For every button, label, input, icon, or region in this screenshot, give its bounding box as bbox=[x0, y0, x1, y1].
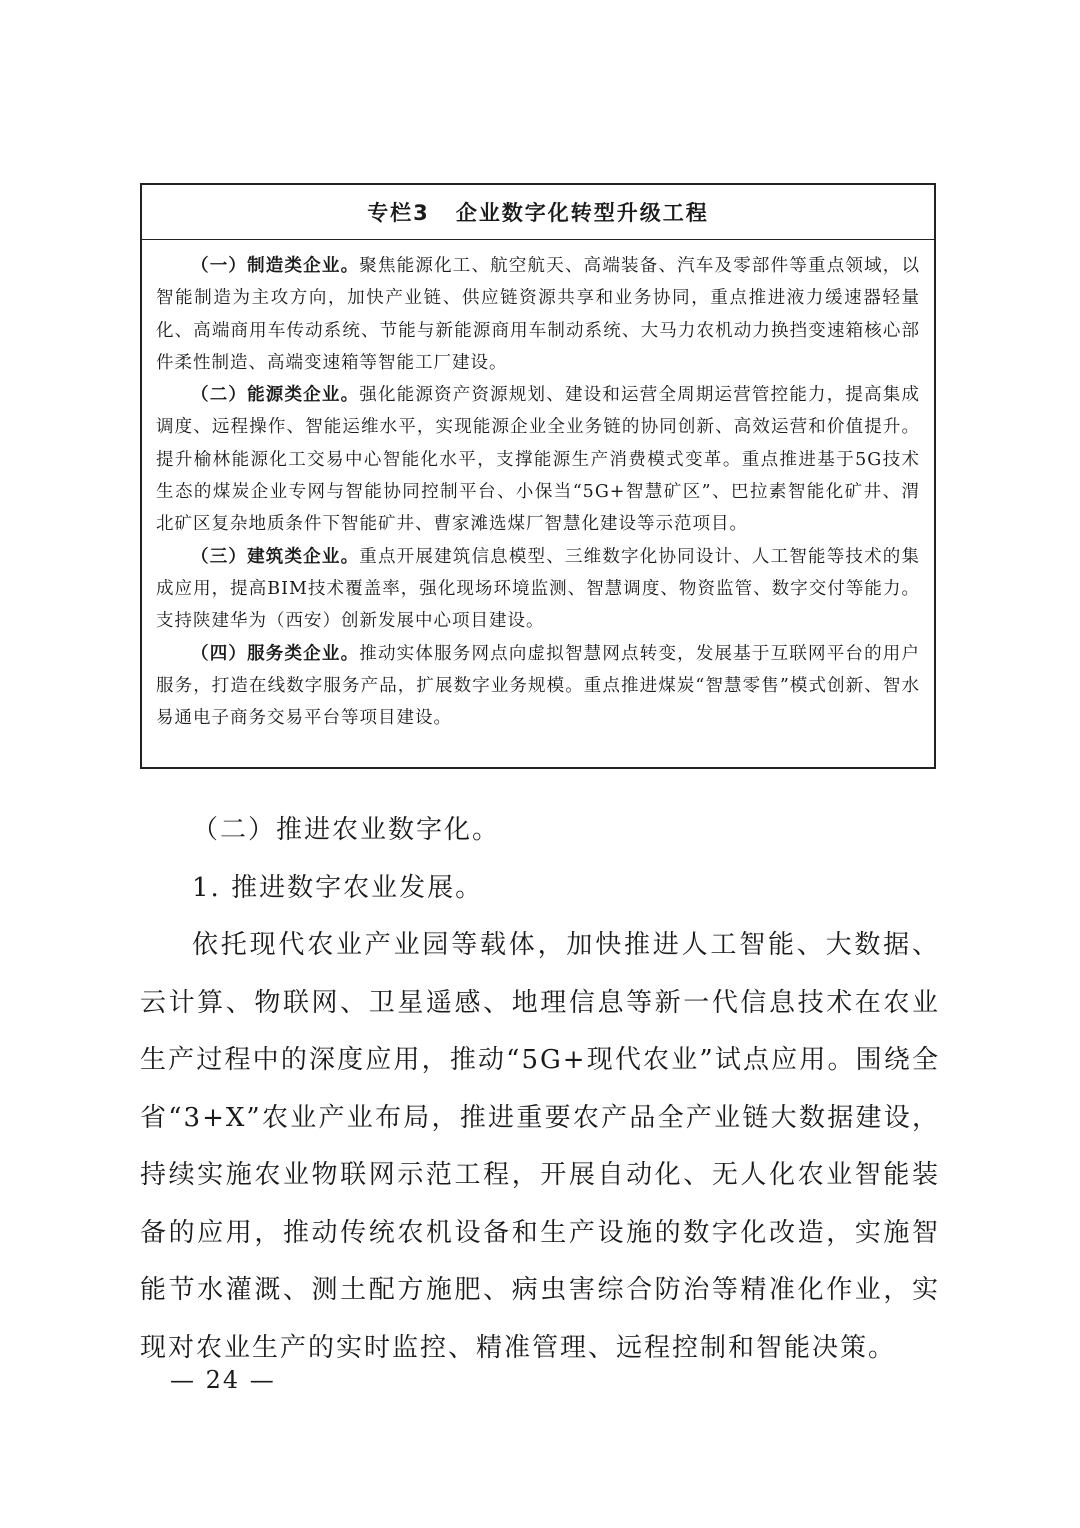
feature-item-text: 强化能源资产资源规划、建设和运营全周期运营管控能力，提高集成调度、远程操作、智能运维水平，实现能源企业全业务链的协同创新、高效运营和价值提升。提升榆林能源化工交易中心智能化水平，支撑能源生产消费模式变革。重点推进基于5G技术生态的煤炭企业专网与智能协同控制平台、小保当“5G+智慧矿区”、巴拉素智能化矿井、渭北矿区复杂地质条件下智能矿井、曹家滩选煤厂智慧化建设等示范项目。 bbox=[156, 385, 921, 535]
page-number: — 24 — bbox=[170, 1366, 276, 1394]
feature-box-heading: 企业数字化转型升级工程 bbox=[455, 201, 709, 225]
feature-item-lead: （一）制造类企业。 bbox=[191, 256, 360, 276]
subsection-heading: 1. 推进数字农业发展。 bbox=[192, 872, 484, 903]
feature-item-lead: （二）能源类企业。 bbox=[191, 385, 360, 406]
feature-box bbox=[140, 183, 936, 769]
feature-item-text: 推动实体服务网点向虚拟智慧网点转变，发展基于互联网平台的用户服务，打造在线数字服务产品，扩展数字业务规模。重点推进煤炭“智慧零售”模式创新、智水易通电子商务交易平台等项目建设。 bbox=[156, 643, 921, 729]
section-heading: （二）推进农业数字化。 bbox=[192, 815, 501, 845]
feature-item-text: 重点开展建筑信息模型、三维数字化协同设计、人工智能等技术的集成应用，提高BIM技术覆盖率，强化现场环境监测、智慧调度、物资监管、数字交付等能力。支持陕建华为（西安）创新发展中心项目建设。 bbox=[156, 546, 921, 632]
feature-item-construction bbox=[156, 541, 920, 638]
feature-item-energy bbox=[156, 379, 920, 540]
feature-box-label: 专栏3 bbox=[367, 201, 430, 225]
feature-item-text: 聚焦能源化工、航空航天、高端装备、汽车及零部件等重点领域，以智能制造为主攻方向，加快产业链、供应链资源共享和业务协同，重点推进液力缓速器轻量化、高端商用车传动系统、节能与新能源商用车制动系统、大马力农机动力换挡变速箱核心部件柔性制造、高端变速箱等智能工厂建设。 bbox=[156, 256, 921, 373]
feature-item-manufacturing bbox=[156, 250, 920, 379]
feature-box-body bbox=[142, 240, 934, 734]
body-paragraph: 依托现代农业产业园等载体，加快推进人工智能、大数据、云计算、物联网、卫星遥感、地理信息等新一代信息技术在农业生产过程中的深度应用，推动“5G+现代农业”试点应用。围绕全省“3+X”农业产业布局，推进重要农产品全产业链大数据建设，持续实施农业物联网示范工程，开展自动化、无人化农业智能装备的应用，推动传统农机设备和生产设施的数字化改造，实施智能节水灌溉、测土配方施肥、病虫害综合防治等精准化作业，实现对农业生产的实时监控、精准管理、远程控制和智能决策。 bbox=[140, 930, 940, 1363]
feature-item-services bbox=[156, 638, 920, 735]
feature-item-lead: （三）建筑类企业。 bbox=[191, 546, 360, 567]
main-content bbox=[140, 802, 940, 1377]
feature-box-title bbox=[142, 185, 934, 240]
feature-item-lead: （四）服务类企业。 bbox=[191, 643, 360, 664]
